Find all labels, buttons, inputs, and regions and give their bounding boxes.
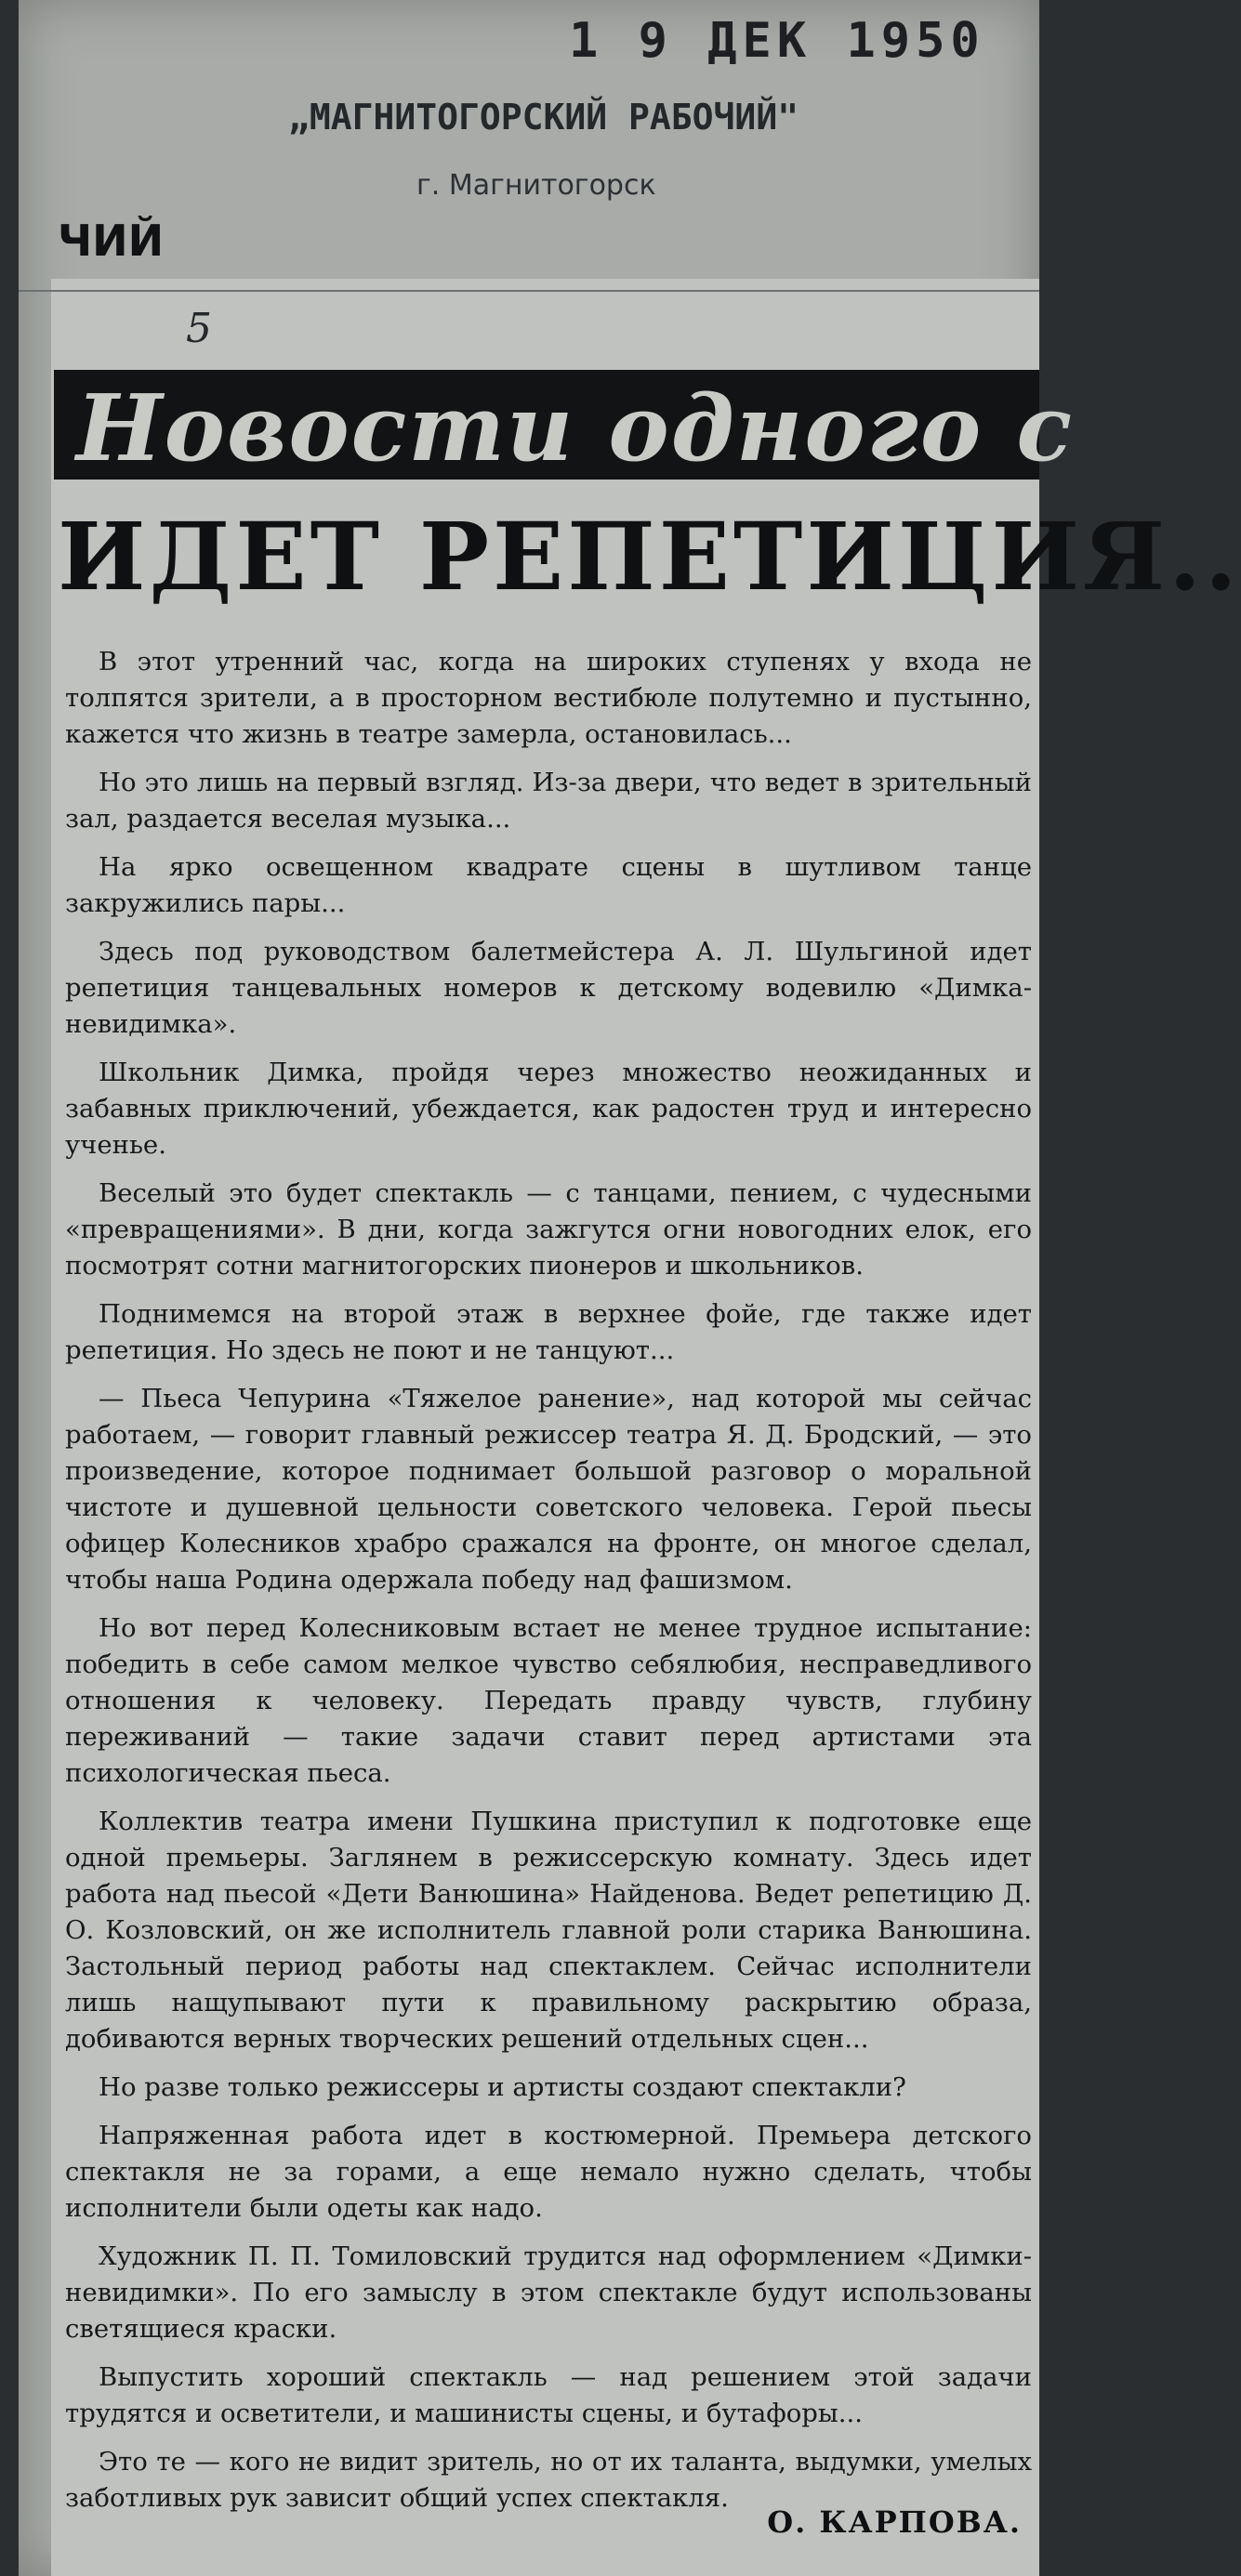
article-body — [65, 644, 1032, 2529]
newspaper-stamp: „МАГНИТОГОРСКИЙ РАБОЧИЙ" — [288, 97, 799, 138]
date-stamp: 1 9 ДЕК 1950 — [569, 13, 985, 69]
paragraph: Но это лишь на первый взгляд. Из-за двери, что ведет в зрительный зал, раздается веселая музыка... — [65, 768, 1032, 834]
paragraph: В этот утренний час, когда на широких ступенях у входа не толпятся зрители, а в просторном вестибюле полутемно и пустынно, кажется что жизнь в театре замерла, остановилась... — [65, 647, 1032, 749]
paragraph: Напряженная работа идет в костюмерной. Премьера детского спектакля не за горами, а еще немало нужно сделать, чтобы исполнители были одеты как надо. — [65, 2121, 1032, 2223]
handwritten-folio-mark: 5 — [186, 305, 212, 352]
paragraph: Здесь под руководством балетмейстера А. Л. Шульгиной идет репетиция танцевальных номеров к детскому водевилю «Димка-невидимка». — [65, 937, 1032, 1039]
paragraph: Это те — кого не видит зритель, но от их таланта, выдумки, умелых заботливых рук зависит общий успех спектакля. — [65, 2447, 1032, 2513]
paragraph: Художник П. П. Томиловский трудится над оформлением «Димки-невидимки». По его замыслу в этом спектакле будут использованы светящиеся краски. — [65, 2241, 1032, 2344]
article-headline: ИДЕТ РЕПЕТИЦИЯ.. — [58, 502, 1241, 611]
paragraph: Но разве только режиссеры и артисты создают спектакли? — [99, 2072, 906, 2102]
masthead-fragment: ЧИЙ — [58, 216, 165, 266]
paragraph: Но вот перед Колесниковым встает не менее трудное испытание: победить в себе самом мелкое чувство себялюбия, несправедливого отношения к человеку. Передать правду чувств, глубину переживаний — такие задачи ставит перед артистами эта психологическая пьеса. — [65, 1613, 1032, 1788]
paragraph: Коллектив театра имени Пушкина приступил к подготовке еще одной премьеры. Заглянем в режиссерскую комнату. Здесь идет работа над пьесой «Дети Ванюшина» Найденова. Ведет репетицию Д. О. Козловский, он же исполнитель главной роли старика Ванюшина. Застольный период работы над спектаклем. Сейчас исполнители лишь нащупывают пути к правильному раскрытию образа, добиваются верных творческих решений отдельных сцен... — [65, 1807, 1032, 2054]
paragraph: Школьник Димка, пройдя через множество неожиданных и забавных приключений, убеждается, как радостен труд и интересно ученье. — [65, 1058, 1032, 1160]
paragraph: — Пьеса Чепурина «Тяжелое ранение», над которой мы сейчас работаем, — говорит главный режиссер театра Я. Д. Бродский, — это произведение, которое поднимает большой разговор о моральной чистоте и душевной цельности советского человека. Герой пьесы офицер Колесников храбро сражался на фронте, он многое сделал, чтобы наша Родина одержала победу над фашизмом. — [65, 1384, 1032, 1595]
paragraph: На ярко освещенном квадрате сцены в шутливом танце закружились пары... — [65, 852, 1032, 918]
author-byline: О. КАРПОВА. — [767, 2504, 1022, 2540]
section-banner-text: Новости одного с — [76, 375, 1075, 482]
clipping-edge — [19, 290, 1039, 292]
paragraph: Поднимемся на второй этаж в верхнее фойе, где также идет репетиция. Но здесь не поют и не танцуют... — [65, 1299, 1032, 1365]
paragraph: Веселый это будет спектакль — с танцами, пением, с чудесными «превращениями». В дни, когда зажгутся огни новогодних елок, его посмотрят сотни магнитогорских пионеров и школьников. — [65, 1178, 1032, 1281]
city-stamp: г. Магнитогорск — [416, 169, 656, 202]
section-banner — [54, 370, 1075, 482]
paragraph: Выпустить хороший спектакль — над решением этой задачи трудятся и осветители, и машинисты сцены, и бутафоры... — [65, 2362, 1032, 2428]
